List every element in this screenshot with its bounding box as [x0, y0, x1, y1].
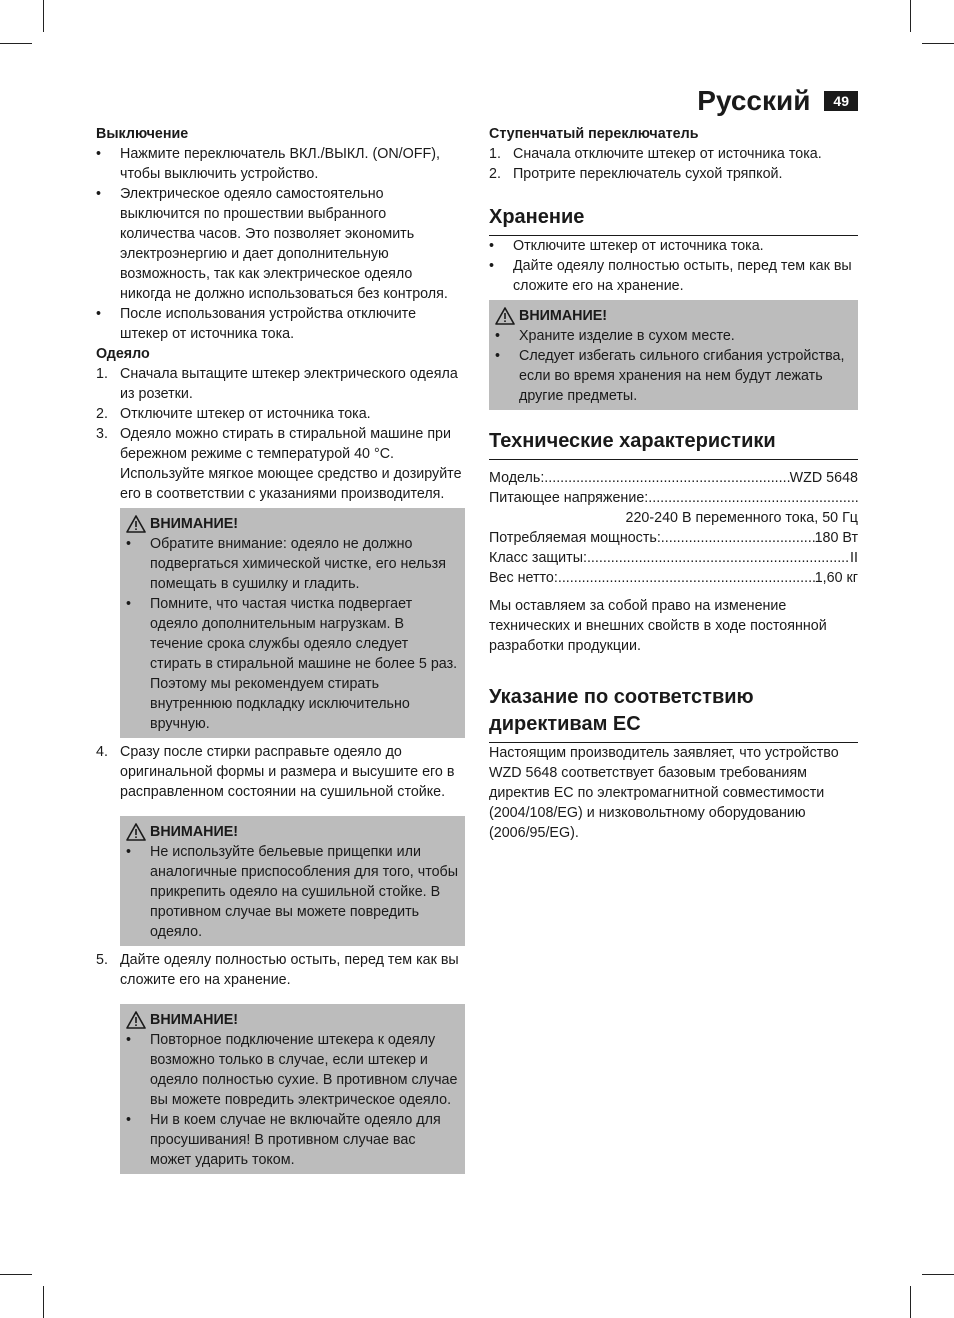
crop-mark: [0, 43, 32, 44]
step-number: 3.: [96, 426, 108, 442]
crop-mark: [910, 0, 911, 32]
blanket-heading: Одеяло: [96, 346, 150, 362]
page-header: [697, 84, 858, 118]
list-item: [96, 364, 465, 404]
list-item: [96, 424, 465, 504]
spec-value: II: [850, 550, 858, 566]
warning-label: ВНИМАНИЕ!: [150, 824, 239, 840]
warning-list: [126, 842, 459, 942]
conformity-heading-line: Указание по соответствию: [489, 686, 754, 708]
spec-label: Модель:: [489, 470, 545, 486]
spec-leader: [558, 568, 815, 588]
warning-list: [495, 326, 852, 406]
warning-box: [120, 1004, 465, 1174]
list-item: • Следует избегать сильного сгибания устройства, если во время хранения на нем будут лежать другие предметы.: [495, 346, 852, 406]
warning-label: ВНИМАНИЕ!: [150, 516, 239, 532]
storage-section: [489, 204, 858, 410]
spec-value: 1,60 кг: [814, 570, 858, 586]
spec-row: [489, 528, 858, 548]
list-item: • Электрическое одеяло самостоятельно выключится по прошествии выбранного количества часов. Это позволяет экономить электроэнергию и дает дополнительную возможность, так как электрическое одеяло никогда не должно использоваться без контроля.: [96, 184, 465, 304]
list-item: • Ни в коем случае не включайте одеяло для просушивания! В противном случае вас может ударить током.: [126, 1110, 459, 1170]
warning-box: [489, 300, 858, 410]
spec-row: [489, 548, 858, 568]
blanket-steps-cont: [96, 742, 465, 802]
warning-triangle-icon: [495, 307, 515, 325]
conformity-heading: [489, 684, 858, 743]
warning-title: [495, 306, 852, 326]
step-number: 4.: [96, 744, 108, 760]
crop-mark: [43, 1286, 44, 1318]
conformity-text: Настоящим производитель заявляет, что устройство WZD 5648 соответствует базовым требованиям директив ЕС по электромагнитной совместимости (2004/108/EG) и низковольтному оборудованию (2006/95/EG).: [489, 745, 839, 841]
storage-heading: Хранение: [489, 204, 858, 236]
list-item: [489, 144, 858, 164]
step-number: 5.: [96, 952, 108, 968]
warning-box: [120, 816, 465, 946]
conformity-heading-line: директивам ЕС: [489, 713, 641, 735]
list-item: • После использования устройства отключите штекер от источника тока.: [96, 304, 465, 344]
specs-list: [489, 468, 858, 588]
spec-label: Потребляемая мощность:: [489, 530, 661, 546]
list-item: [96, 742, 465, 802]
spec-label: Вес нетто:: [489, 570, 558, 586]
warning-triangle-icon: [126, 1011, 146, 1029]
list-item: [489, 164, 858, 184]
right-column: [489, 124, 858, 843]
list-item: • Повторное подключение штекера к одеялу возможно только в случае, если штекер и одеяло полностью сухие. В противном случае вы можете повредить электрическое одеяло.: [126, 1030, 459, 1110]
specs-section: [489, 428, 858, 656]
list-item: • Помните, что частая чистка подвергает одеяло дополнительным нагрузкам. В течение срока службы одеяло следует стирать в стиральной машине не более 5 раз. Поэтому мы рекомендуем стирать внутреннюю подкладку исключительно вручную.: [126, 594, 459, 734]
warning-box: [120, 508, 465, 738]
step-text: Отключите штекер от источника тока.: [120, 406, 371, 422]
crop-mark: [0, 1274, 32, 1275]
list-item: [96, 404, 465, 424]
spec-leader: [648, 488, 858, 508]
blanket-steps-cont: [96, 950, 465, 990]
crop-mark: [922, 1274, 954, 1275]
left-column: [96, 124, 465, 1178]
spec-row: [489, 468, 858, 488]
list-item: • Не используйте бельевые прищепки или аналогичные приспособления для того, чтобы прикрепить одеяло на сушильной стойке. В противном случае вы можете повредить одеяло.: [126, 842, 459, 942]
blanket-steps: [96, 364, 465, 504]
list-item: [96, 950, 465, 990]
step-text: Протрите переключатель сухой тряпкой.: [513, 166, 783, 182]
spec-row: [489, 568, 858, 588]
off-heading: Выключение: [96, 126, 189, 142]
spec-leader: [587, 548, 850, 568]
warning-title: [126, 514, 459, 534]
warning-list: [126, 534, 459, 734]
off-list: [96, 144, 465, 344]
warning-label: ВНИМАНИЕ!: [519, 308, 608, 324]
spec-value: 220-240 В переменного тока, 50 Гц: [625, 510, 858, 526]
crop-mark: [910, 1286, 911, 1318]
list-item: • Отключите штекер от источника тока.: [489, 236, 858, 256]
step-number: 2.: [489, 166, 501, 182]
list-item: • Нажмите переключатель ВКЛ./ВЫКЛ. (ON/OFF), чтобы выключить устройство.: [96, 144, 465, 184]
step-text: Дайте одеялу полностью остыть, перед тем как вы сложите его на хранение.: [120, 952, 459, 988]
list-item: • Храните изделие в сухом месте.: [495, 326, 852, 346]
warning-label: ВНИМАНИЕ!: [150, 1012, 239, 1028]
warning-title: [126, 1010, 459, 1030]
step-text: Сначала отключите штекер от источника тока.: [513, 146, 822, 162]
spec-label: Питающее напряжение:: [489, 490, 649, 506]
switch-heading: Ступенчатый переключатель: [489, 126, 699, 142]
step-number: 1.: [489, 146, 501, 162]
step-text: Одеяло можно стирать в стиральной машине при бережном режиме с температурой 40 °C. Используйте мягкое моющее средство и дозируйте его в соответствии с указаниями производителя.: [120, 426, 462, 502]
list-item: • Обратите внимание: одеяло не должно подвергаться химической чистке, его нельзя помещать в сушилку и гладить.: [126, 534, 459, 594]
conformity-section: [489, 684, 858, 843]
spec-row: [489, 488, 858, 508]
spec-value: 180 Вт: [814, 530, 858, 546]
spec-label: Класс защиты:: [489, 550, 587, 566]
step-number: 1.: [96, 366, 108, 382]
step-text: Сразу после стирки расправьте одеяло до оригинальной формы и размера и высушите его в расправленном состоянии на сушильной стойке.: [120, 744, 455, 800]
language-title: Русский: [697, 85, 811, 116]
warning-triangle-icon: [126, 823, 146, 841]
warning-triangle-icon: [126, 515, 146, 533]
warning-title: [126, 822, 459, 842]
spec-leader: [544, 468, 789, 488]
warning-list: [126, 1030, 459, 1170]
spec-value: WZD 5648: [789, 470, 858, 486]
crop-mark: [922, 43, 954, 44]
list-item: • Дайте одеялу полностью остыть, перед тем как вы сложите его на хранение.: [489, 256, 858, 296]
storage-list: [489, 236, 858, 296]
step-text: Сначала вытащите штекер электрического одеяла из розетки.: [120, 366, 458, 402]
specs-heading: Технические характеристики: [489, 428, 858, 460]
specs-note: Мы оставляем за собой право на изменение технических и внешних свойств в ходе постоянной разработки продукции.: [489, 598, 827, 654]
switch-steps: [489, 144, 858, 184]
crop-mark: [43, 0, 44, 32]
step-number: 2.: [96, 406, 108, 422]
spec-leader: [661, 528, 815, 548]
page-number: 49: [824, 91, 858, 111]
